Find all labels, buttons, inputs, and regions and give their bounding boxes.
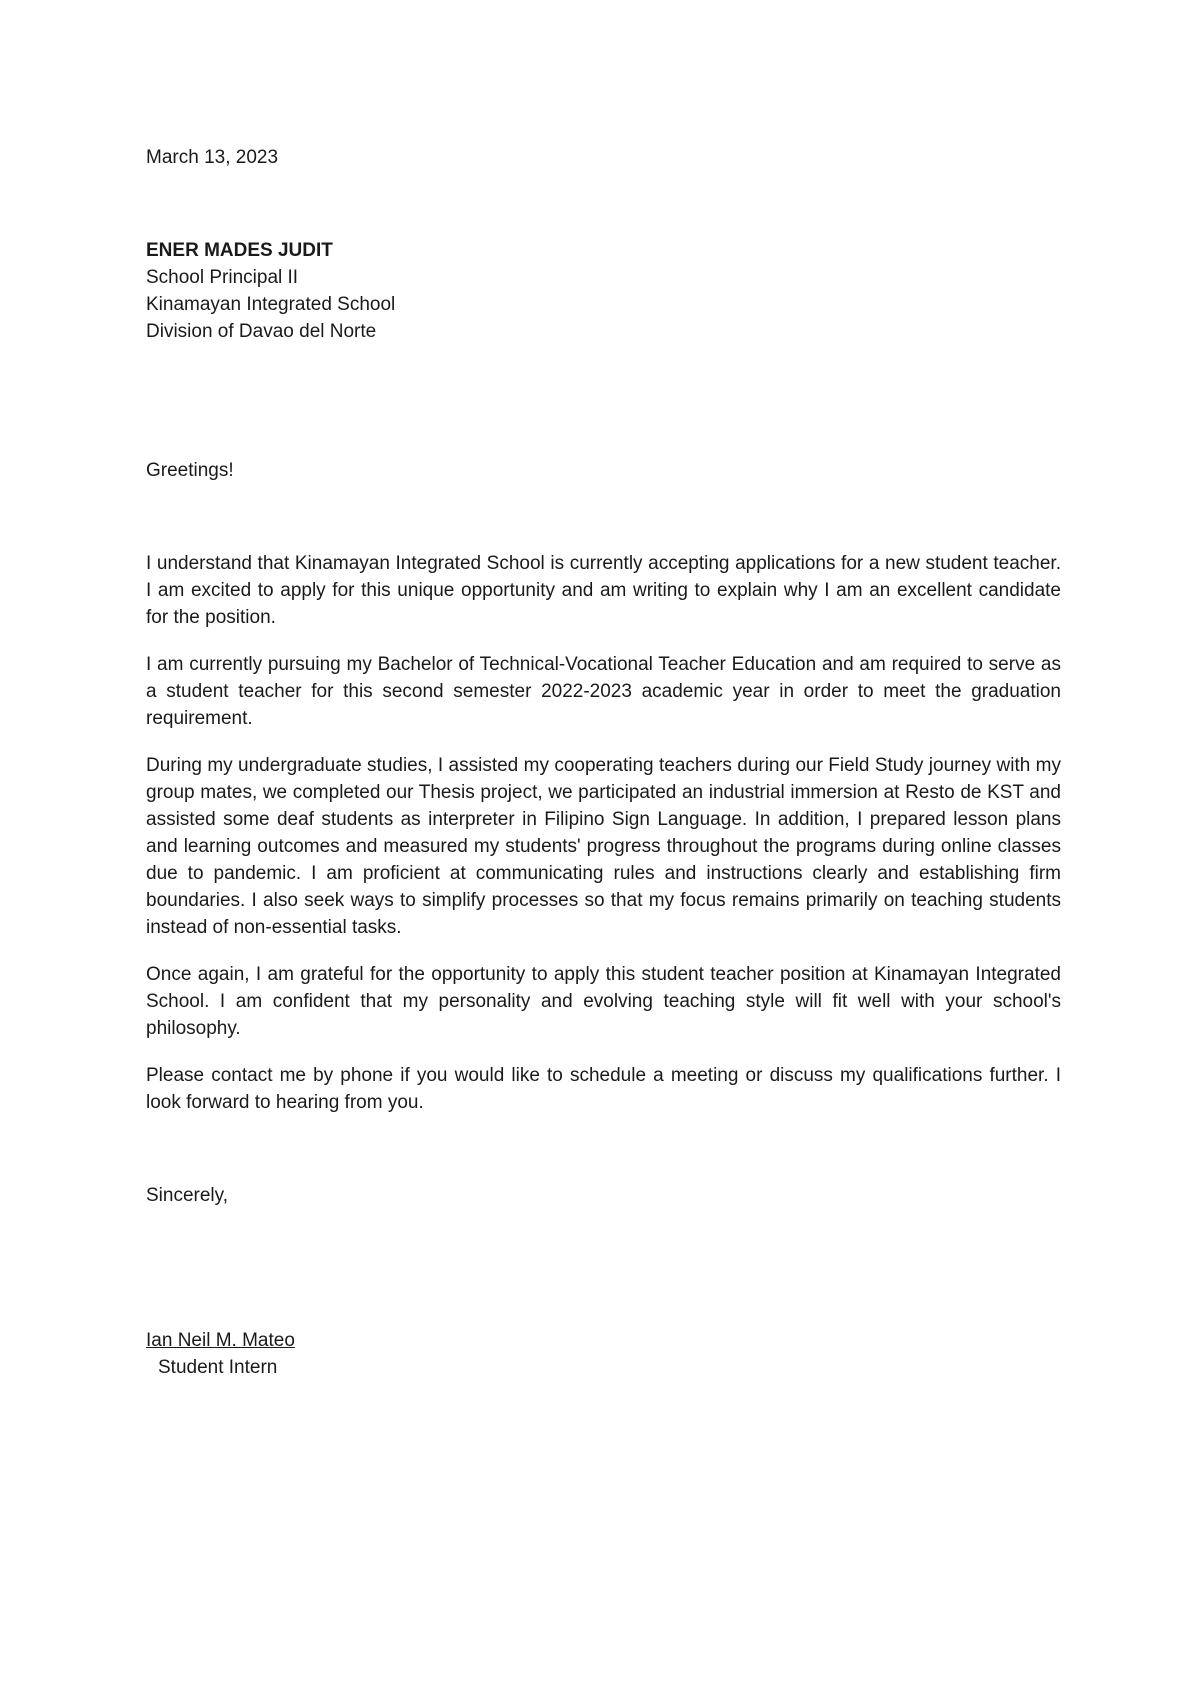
body-paragraph-1: I understand that Kinamayan Integrated School is currently accepting applications for a new student teacher. I am excited to apply for this unique opportunity and am writing to explain why I am an excellent candidate for the position. — [146, 553, 1061, 628]
closing: Sincerely, — [146, 1185, 229, 1206]
greeting: Greetings! — [146, 460, 234, 481]
body-paragraph-4: Once again, I am grateful for the opportunity to apply this student teacher position at Kinamayan Integrated School. I am confident that my personality and evolving teaching style will fit well with your school's philosophy. — [146, 964, 1061, 1039]
signature-block — [146, 1327, 1061, 1381]
recipient-block — [146, 237, 1061, 345]
signer-name: Ian Neil M. Mateo — [146, 1330, 295, 1351]
letter-date: March 13, 2023 — [146, 147, 279, 168]
letter-body — [146, 550, 1061, 1116]
body-paragraph-2: I am currently pursuing my Bachelor of Technical-Vocational Teacher Education and am required to serve as a student teacher for this second semester 2022-2023 academic year in order to meet the graduation requirement. — [146, 654, 1061, 729]
signer-role: Student Intern — [158, 1357, 278, 1378]
body-paragraph-3: During my undergraduate studies, I assisted my cooperating teachers during our Field Study journey with my group mates, we completed our Thesis project, we participated an industrial immersion at Resto de KST and assisted some deaf students as interpreter in Filipino Sign Language. In addition, I prepared lesson plans and learning outcomes and measured my students' progress throughout the programs during online classes due to pandemic. I am proficient at communicating rules and instructions clearly and establishing firm boundaries. I also seek ways to simplify processes so that my focus remains primarily on teaching students instead of non-essential tasks. — [146, 755, 1061, 938]
body-paragraph-5: Please contact me by phone if you would like to schedule a meeting or discuss my qualifications further. I look forward to hearing from you. — [146, 1065, 1061, 1113]
letter-content — [146, 144, 1061, 1381]
recipient-school: Kinamayan Integrated School — [146, 294, 396, 315]
recipient-division: Division of Davao del Norte — [146, 321, 377, 342]
recipient-title: School Principal II — [146, 267, 299, 288]
recipient-name: ENER MADES JUDIT — [146, 240, 333, 261]
